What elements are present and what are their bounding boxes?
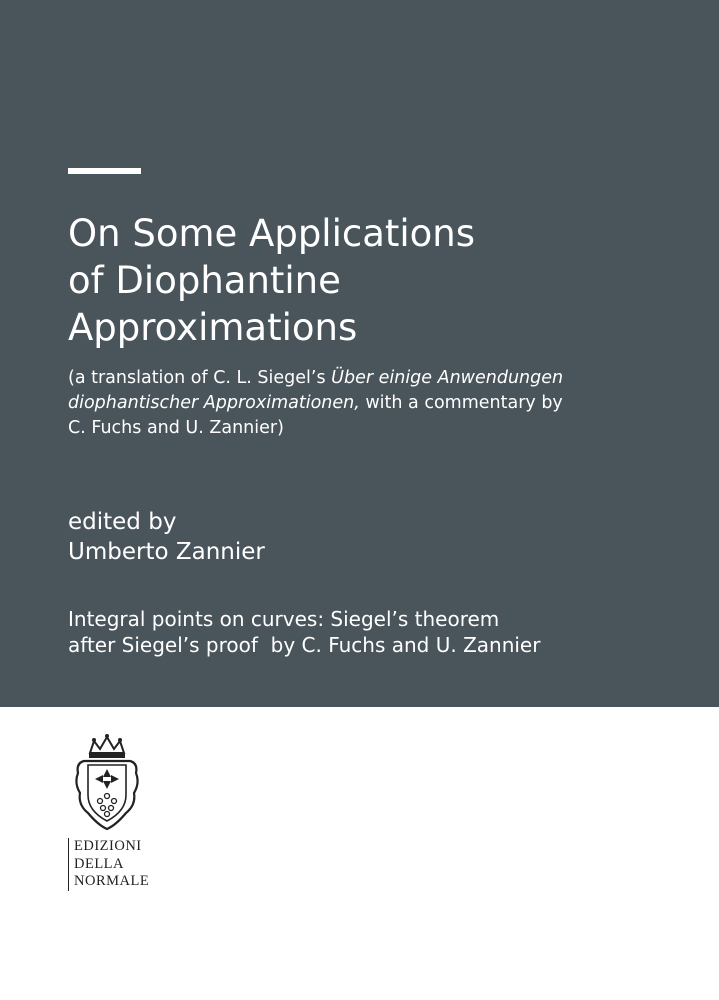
- title-line-3: Approximations: [68, 306, 358, 349]
- subtitle-italic-title-part-1: Über einige Anwendungen: [331, 368, 564, 388]
- book-title: [68, 210, 688, 351]
- additional-content-line-1: Integral points on curves: Siegel’s theorem: [68, 607, 500, 631]
- additional-content-line-2: after Siegel’s proof by C. Fuchs and U. Zannier: [68, 633, 541, 657]
- additional-content: [68, 606, 688, 658]
- editor-name: Umberto Zannier: [68, 539, 265, 565]
- subtitle-prefix: (a translation of C. L. Siegel’s: [68, 368, 332, 388]
- subtitle-italic-title-part-2: diophantischer Approximationen,: [68, 393, 360, 413]
- scuola-normale-crest-icon: [70, 733, 144, 833]
- accent-rule: [68, 168, 141, 174]
- editor-label: edited by: [68, 509, 177, 535]
- title-line-2: of Diophantine: [68, 259, 341, 302]
- title-line-1: On Some Applications: [68, 212, 476, 255]
- book-subtitle: [68, 366, 668, 441]
- publisher-line-2: DELLA: [74, 855, 125, 872]
- subtitle-suffix: with a commentary by: [359, 393, 563, 413]
- subtitle-line-1: [68, 366, 668, 391]
- subtitle-line-2: [68, 391, 668, 416]
- publisher-line-3: NORMALE: [74, 873, 150, 889]
- editor-block: [68, 507, 668, 567]
- publisher-line-1: EDIZIONI: [74, 838, 142, 854]
- subtitle-line-3: C. Fuchs and U. Zannier): [68, 418, 284, 438]
- publisher-imprint: [68, 838, 149, 891]
